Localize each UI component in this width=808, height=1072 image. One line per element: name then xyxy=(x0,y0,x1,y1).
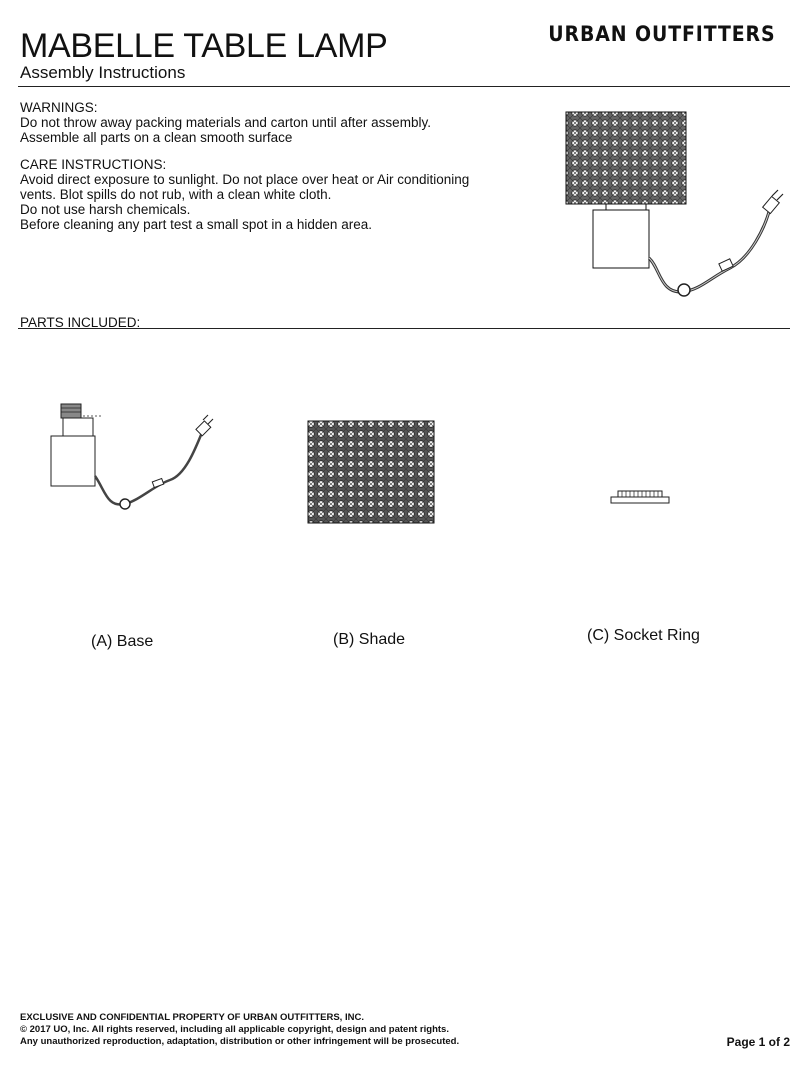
footer-line: EXCLUSIVE AND CONFIDENTIAL PROPERTY OF URBAN OUTFITTERS, INC. xyxy=(20,1012,364,1023)
care-heading: CARE INSTRUCTIONS: xyxy=(20,157,167,172)
socket-ring-icon xyxy=(610,490,670,506)
lamp-base-icon xyxy=(45,400,225,520)
care-line: Do not use harsh chemicals. xyxy=(20,202,191,217)
document-title: MABELLE TABLE LAMP xyxy=(20,27,388,65)
care-section xyxy=(20,157,469,232)
care-line: vents. Blot spills do not rub, with a clean white cloth. xyxy=(20,187,332,202)
parts-heading: PARTS INCLUDED: xyxy=(20,315,141,330)
part-caption-shade: (B) Shade xyxy=(333,631,406,648)
document-subtitle: Assembly Instructions xyxy=(20,63,186,82)
part-caption-base: (A) Base xyxy=(91,633,154,650)
warnings-heading: WARNINGS: xyxy=(20,100,98,115)
footer-line: Any unauthorized reproduction, adaptation, distribution or other infringement will be prosecuted. xyxy=(20,1036,460,1047)
warnings-section xyxy=(20,100,431,145)
footer-line: © 2017 UO, Inc. All rights reserved, including all applicable copyright, design and patent rights. xyxy=(20,1024,449,1035)
warning-line: Do not throw away packing materials and carton until after assembly. xyxy=(20,115,431,130)
care-line: Avoid direct exposure to sunlight. Do not place over heat or Air conditioning xyxy=(20,172,470,187)
warning-line: Assemble all parts on a clean smooth surface xyxy=(20,130,293,145)
cane-shade-icon xyxy=(306,419,436,527)
assembled-lamp-icon xyxy=(560,108,800,308)
care-line: Before cleaning any part test a small spot in a hidden area. xyxy=(20,217,372,232)
legal-footer xyxy=(20,1012,459,1048)
part-caption-socket-ring: (C) Socket Ring xyxy=(587,627,700,644)
parts-rule xyxy=(18,328,790,329)
brand-logo: URBAN OUTFITTERS xyxy=(548,22,776,46)
header-rule xyxy=(18,86,790,87)
page-number: Page 1 of 2 xyxy=(726,1035,790,1049)
